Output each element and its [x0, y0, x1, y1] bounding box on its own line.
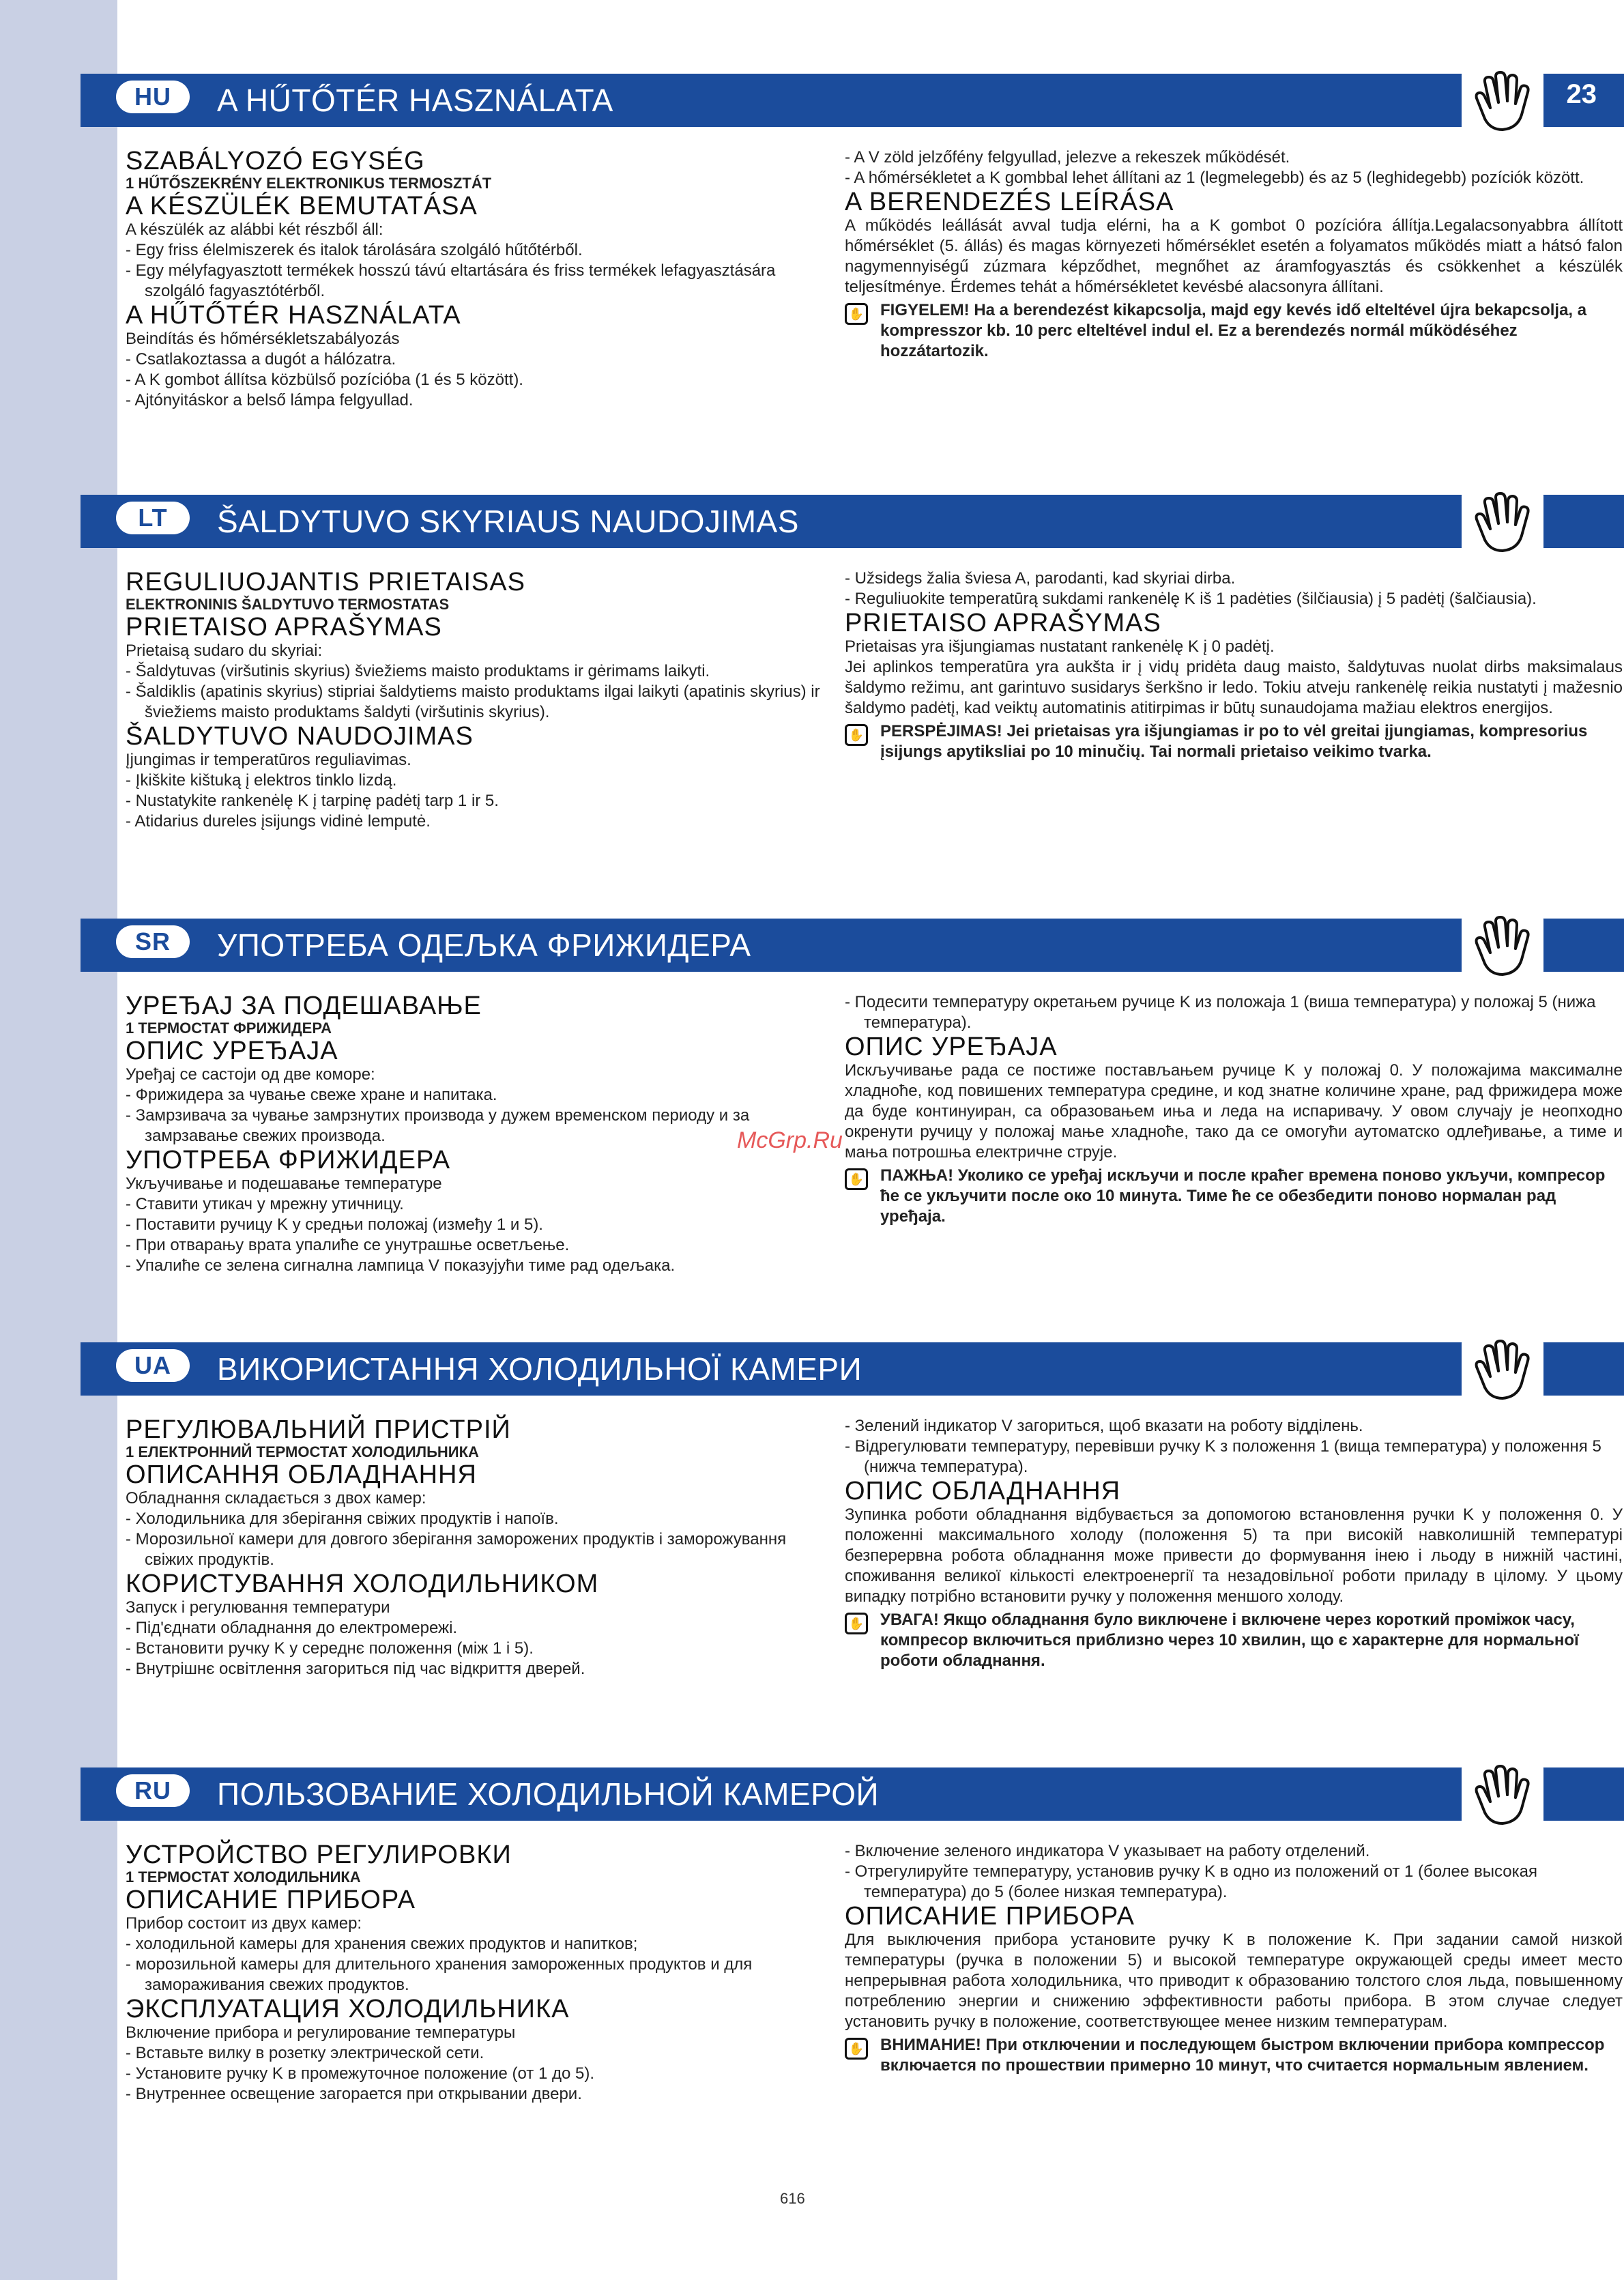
left-column	[126, 568, 828, 832]
heading: УПОТРЕБА ФРИЖИДЕРА	[126, 1146, 451, 1174]
list-item: - При отварању врата упалиће се унутрашње осветљење.	[126, 1236, 570, 1254]
heading: ОПИСАНИЕ ПРИБОРА	[126, 1886, 416, 1914]
hand-warning-icon: ✋	[845, 724, 868, 746]
list-item: - Зелений індикатор V загориться, щоб вказати на роботу відділень.	[845, 1417, 1363, 1435]
left-column	[126, 147, 828, 411]
paragraph: Уређај се састоји од две коморе:	[126, 1065, 375, 1084]
left-column	[126, 1416, 828, 1679]
heading: УСТРОЙСТВО РЕГУЛИРОВКИ	[126, 1841, 512, 1869]
right-column	[845, 1841, 1623, 2076]
subheading: ELEKTRONINIS ŠALDYTUVO TERMOSTATAS	[126, 596, 450, 613]
paragraph: Запуск і регулювання температури	[126, 1598, 390, 1617]
hand-warning-icon: ✋	[845, 2038, 868, 2060]
list-item: - Отрегулируйте температуру, установив ручку K в одно из положений от 1 (более высокая температура) до 5 (более низкая температура).	[845, 1862, 1537, 1901]
language-badge: UA	[116, 1349, 190, 1382]
right-column	[845, 568, 1623, 762]
hand-icon	[1462, 1762, 1543, 1828]
paragraph: A készülék az alábbi két részből áll:	[126, 220, 383, 239]
list-item: - Холодильника для зберігання свіжих продуктів і напоїв.	[126, 1510, 559, 1528]
list-item: - холодильной камеры для хранения свежих продуктов и напитков;	[126, 1935, 638, 1953]
warning-note	[845, 1166, 1623, 1227]
paragraph: Для выключения прибора установите ручку K в положение K. При задании самой низкой температуры (ручка в положении 5) и высокой температуре окружающей среды имеет место непрерывная работа холодильника, что приводит к образованию толстого слоя льда, повышенному потреблению энергии и снижению эффективности работы прибора. В этом случае следует установить ручку в положение, соответствующее менее низким температурам.	[845, 1931, 1623, 2031]
heading: A BERENDEZÉS LEÍRÁSA	[845, 188, 1174, 216]
page-number: 616	[780, 2190, 805, 2207]
left-column	[126, 1841, 828, 2105]
hand-icon	[1462, 1337, 1543, 1402]
heading: A KÉSZÜLÉK BEMUTATÁSA	[126, 192, 478, 220]
paragraph: - Установите ручку K в промежуточное положение (от 1 до 5).	[126, 2064, 594, 2083]
section-title: ŠALDYTUVO SKYRIAUS NAUDOJIMAS	[217, 504, 799, 539]
warning-note	[845, 2035, 1623, 2076]
hand-warning-icon: ✋	[845, 1168, 868, 1190]
section-header	[81, 74, 1624, 127]
subheading: 1 HŰTŐSZEKRÉNY ELEKTRONIKUS TERMOSZTÁT	[126, 175, 492, 192]
corner-page-number: 23	[1566, 79, 1597, 109]
paragraph: Прибор состоит из двух камер:	[126, 1914, 362, 1933]
section-sr	[81, 919, 1624, 1333]
section-title: ВИКОРИСТАННЯ ХОЛОДИЛЬНОЇ КАМЕРИ	[217, 1351, 862, 1387]
section-title: УПОТРЕБА ОДЕЉКА ФРИЖИДЕРА	[217, 927, 751, 963]
hand-icon	[1462, 913, 1543, 979]
list-item: - Šaldytuvas (viršutinis skyrius) šviežiems maisto produktams ir gėrimams laikyti.	[126, 662, 710, 680]
paragraph: Укључивање и подешавање температуре	[126, 1174, 442, 1193]
paragraph: A működés leállását avval tudja elérni, ha a K gombot 0 pozícióra állítja.Legalacsonyabbra állított hőmérséklet (5. állás) és magas környezeti hőmérséklet esetén a folyamatos működés miatt a hátsó falon nagymennyiségű zúzmara képződhet, megnőhet az áramfogyasztás és csökkenhet a készülék teljesítménye. Érdemes tehát a hőmérsékletet kevésbé alacsonyra állítani.	[845, 216, 1623, 296]
list-item: - Ajtónyitáskor a belső lámpa felgyullad.	[126, 391, 414, 409]
list-item: - Під'єднати обладнання до електромережі.	[126, 1619, 458, 1637]
section-header	[81, 919, 1624, 972]
list-item: - A V zöld jelzőfény felgyullad, jelezve a rekeszek működését.	[845, 148, 1290, 167]
paragraph: Įjungimas ir temperatūros reguliavimas.	[126, 751, 411, 769]
heading: ОПИС УРЕЂАЈА	[845, 1033, 1058, 1061]
paragraph: Prietaisas yra išjungiamas nustatant rankenėlę K į 0 padėtį.	[845, 637, 1275, 656]
hand-warning-icon: ✋	[845, 1613, 868, 1634]
list-item: - A K gombot állítsa közbülső pozícióba (1 és 5 között).	[126, 371, 523, 389]
heading: SZABÁLYOZÓ EGYSÉG	[126, 147, 425, 175]
language-badge: SR	[116, 925, 190, 958]
heading: КОРИСТУВАННЯ ХОЛОДИЛЬНИКОМ	[126, 1570, 599, 1598]
section-lt	[81, 495, 1624, 910]
language-badge: HU	[116, 81, 190, 113]
list-item: - Упалиће се зелена сигнална лампица V показујући тиме рад одељака.	[126, 1256, 676, 1275]
section-title: A HŰTŐTÉR HASZNÁLATA	[217, 83, 613, 118]
heading: ОПИСАНИЕ ПРИБОРА	[845, 1902, 1135, 1931]
list-item: - Užsidegs žalia šviesa A, parodanti, kad skyriai dirba.	[845, 569, 1236, 588]
warning-text: FIGYELEM! Ha a berendezést kikapcsolja, majd egy kevés idő elteltével újra bekapcsolja, a kompresszor kb. 10 perc elteltével indul el. Ez a berendezés normál működéséhez hozzátartozik.	[880, 301, 1587, 360]
list-item: - Внутрішнє освітлення загориться під час відкриття дверей.	[126, 1660, 585, 1678]
heading: ŠALDYTUVO NAUDOJIMAS	[126, 722, 474, 751]
hand-icon	[1462, 68, 1543, 134]
language-badge: LT	[116, 502, 190, 534]
heading: ОПИС УРЕЂАЈА	[126, 1037, 338, 1065]
section-header	[81, 1767, 1624, 1821]
warning-text: ПАЖЊА! Уколико се уређај искључи и после краћег времена поново укључи, компресор ће се укључити после око 10 минута. Тиме ће се обезбедити поново нормалан рад уређаја.	[880, 1166, 1606, 1226]
right-column	[845, 992, 1623, 1227]
list-item: - Замрзивача за чување замрзнутих производа у дужем временском периоду и за замрзавање свежих производа.	[126, 1106, 750, 1145]
section-header	[81, 1342, 1624, 1396]
heading: PRIETAISO APRAŠYMAS	[845, 609, 1161, 637]
section-ru	[81, 1767, 1624, 2182]
hand-icon	[1462, 489, 1543, 555]
list-item: - Šaldiklis (apatinis skyrius) stipriai šaldytiems maisto produktams ilgai laikyti (apatinis skyrius) ir šviežiems maisto produktams šaldyti (viršutinis skyrius).	[126, 682, 820, 721]
list-item: - Включение зеленого индикатора V указывает на работу отделений.	[845, 1842, 1370, 1860]
heading: PRIETAISO APRAŠYMAS	[126, 613, 442, 641]
heading: ЭКСПЛУАТАЦИЯ ХОЛОДИЛЬНИКА	[126, 1995, 570, 2023]
list-item: - Фрижидера за чување свеже хране и напитака.	[126, 1086, 497, 1104]
heading: РЕГУЛЮВАЛЬНИЙ ПРИСТРІЙ	[126, 1415, 511, 1444]
paragraph: - Внутреннее освещение загорается при открывании двери.	[126, 2085, 582, 2103]
right-column	[845, 1416, 1623, 1671]
list-item: - Nustatykite rankenėlę K į tarpinę padėtį tarp 1 ir 5.	[126, 792, 499, 810]
list-item: - Csatlakoztassa a dugót a hálózatra.	[126, 350, 396, 369]
subheading: 1 ТЕРМОСТАТ ХОЛОДИЛЬНИКА	[126, 1868, 361, 1886]
list-item: - Įkiškite kištuką į elektros tinklo lizdą.	[126, 771, 397, 790]
warning-text: УВАГА! Якщо обладнання було виключене і включене через короткий проміжок часу, компресор включиться приблизно через 10 хвилин, що є характерне для нормальної роботи обладнання.	[880, 1611, 1579, 1670]
list-item: - Відрегулювати температуру, перевівши ручку K з положення 1 (вища температура) у положення 5 (нижча температура).	[845, 1437, 1601, 1476]
watermark: McGrp.Ru	[737, 1127, 843, 1153]
paragraph: Зупинка роботи обладнання відбувається за допомогою встановлення ручки K у положення 0. У положенні максимального холоду (положення 5) та при високій навколишній температурі безперервна робота обладнання може привести до формування інею і льоду в нижній частині, споживання великої кількості електроенергії та незадовільної роботи приладу в цілому. У цьому випадку потрібно встановити ручку у положення меншого холоду.	[845, 1505, 1623, 1606]
list-item: - Atidarius dureles įsijungs vidinė lemputė.	[126, 812, 431, 831]
section-header	[81, 495, 1624, 548]
section-title: ПОЛЬЗОВАНИЕ ХОЛОДИЛЬНОЙ КАМЕРОЙ	[217, 1776, 880, 1812]
warning-text: PERSPĖJIMAS! Jei prietaisas yra išjungiamas ir po to vėl greitai įjungiamas, kompresorius įsijungs apytiksliai po 10 minučių. Tai normali prietaiso veikimo tvarka.	[880, 722, 1588, 761]
list-item: - A hőmérsékletet a K gombbal lehet állítani az 1 (legmelegebb) és az 5 (leghidegebb) pozíciók között.	[845, 169, 1584, 187]
heading: ОПИСАННЯ ОБЛАДНАННЯ	[126, 1460, 477, 1489]
subheading: 1 ТЕРМОСТАТ ФРИЖИДЕРА	[126, 1020, 332, 1037]
paragraph: Обладнання складається з двох камер:	[126, 1489, 426, 1507]
paragraph: Искључивање рада се постиже постављањем ручице K у положај 0. У положајима максималне хладноће, код повишених температура средине, и код знатне количине хране, рад фрижидера може да буде континуиран, са образовањем иња и леда на испаривачу. У овом случају је неопходно окренути ручицу у положај мање хладноће, тако да се омогући аутоматско одлеђивање, а тиме и мања потрошња електричне струје.	[845, 1061, 1623, 1161]
paragraph: - Вставьте вилку в розетку электрической сети.	[126, 2044, 484, 2062]
heading: УРЕЂАЈ ЗА ПОДЕШАВАЊЕ	[126, 992, 482, 1020]
section-ua	[81, 1342, 1624, 1757]
paragraph: Prietaisą sudaro du skyriai:	[126, 641, 323, 660]
warning-note	[845, 1610, 1623, 1671]
list-item: - морозильной камеры для длительного хранения замороженных продуктов и для замораживания свежих продуктов.	[126, 1955, 753, 1994]
heading: REGULIUOJANTIS PRIETAISAS	[126, 568, 525, 596]
left-column	[126, 992, 828, 1276]
list-item: - Морозильної камери для довгого зберігання заморожених продуктів і заморожування свіжих продуктів.	[126, 1530, 787, 1569]
list-item: - Встановити ручку K у середнє положення (між 1 і 5).	[126, 1639, 534, 1658]
subheading: 1 ЕЛЕКТРОННИЙ ТЕРМОСТАТ ХОЛОДИЛЬНИКА	[126, 1443, 479, 1460]
paragraph: Включение прибора и регулирование температуры	[126, 2023, 516, 2042]
list-item: - Egy mélyfagyasztott termékek hosszú távú eltartására és friss termékek lefagyasztására szolgáló fagyasztótérből.	[126, 261, 776, 300]
right-column	[845, 147, 1623, 362]
heading: ОПИС ОБЛАДНАННЯ	[845, 1477, 1121, 1505]
list-item: - Reguliuokite temperatūrą sukdami rankenėlę K iš 1 padėties (šilčiausia) į 5 padėtį (šalčiausia).	[845, 590, 1537, 608]
section-hu	[81, 74, 1624, 489]
warning-note	[845, 300, 1623, 362]
warning-text: ВНИМАНИЕ! При отключении и последующем быстром включении прибора компрессор включается по прошествии примерно 10 минут, что считается нормальным явлением.	[880, 2036, 1605, 2075]
warning-note	[845, 721, 1623, 762]
paragraph: Beindítás és hőmérsékletszabályozás	[126, 330, 400, 348]
list-item: - Поставити ручицу K у средњи положај (између 1 и 5).	[126, 1215, 543, 1234]
language-badge: RU	[116, 1774, 190, 1807]
list-item: - Egy friss élelmiszerek és italok tárolására szolgáló hűtőtérből.	[126, 241, 583, 259]
paragraph: Jei aplinkos temperatūra yra aukšta ir į vidų pridėta daug maisto, šaldytuvas nuolat dirbs maksimalaus šaldymo režimu, ant garintuvo susidarys šerkšno ir ledo. Tokiu atveju rankenėlę reikia nustatyti į mažesnio šaldymo padėtį, kad veiktų automatinis atitirpimas ir būtų sunaudojama mažiau elektros energijos.	[845, 658, 1623, 717]
hand-warning-icon: ✋	[845, 303, 868, 325]
heading: A HŰTŐTÉR HASZNÁLATA	[126, 301, 461, 330]
list-item: - Подесити температуру окретањем ручице K из положаја 1 (виша температура) у положај 5 (нижа температура).	[845, 993, 1596, 1032]
list-item: - Ставити утикач у мрежну утичницу.	[126, 1195, 404, 1213]
